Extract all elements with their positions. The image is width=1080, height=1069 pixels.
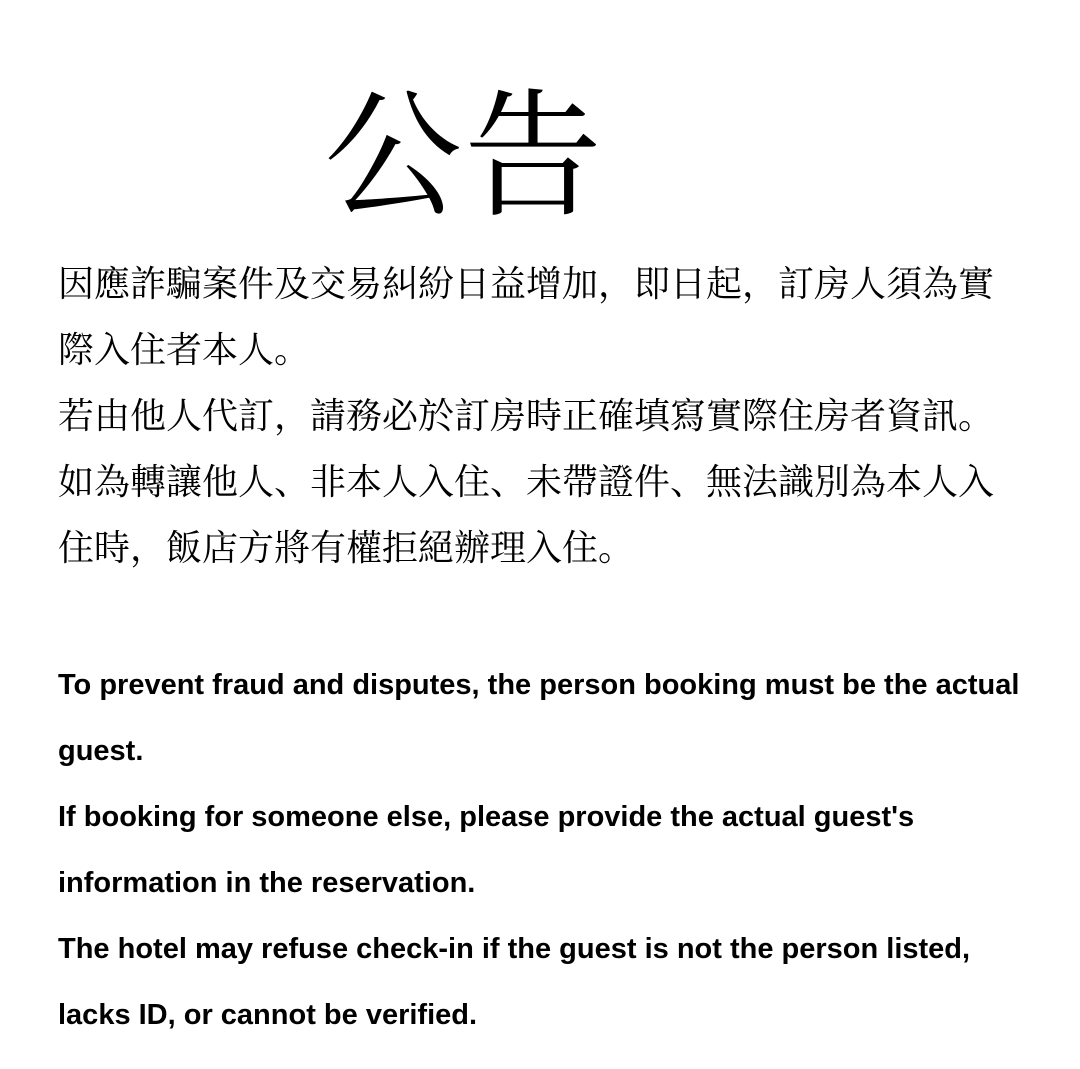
english-notice-body bbox=[58, 652, 1033, 1048]
chinese-paragraph-1: 因應詐騙案件及交易糾紛日益增加，即日起，訂房人須為實際入住者本人。 bbox=[58, 264, 995, 371]
notice-title: 公告 bbox=[324, 76, 605, 237]
chinese-paragraph-2: 若由他人代訂，請務必於訂房時正確填寫實際住房者資訊。 bbox=[58, 396, 995, 437]
english-paragraph-2: If booking for someone else, please provide the actual guest's information in the reservation. bbox=[58, 801, 915, 899]
english-paragraph-1: To prevent fraud and disputes, the person booking must be the actual guest. bbox=[58, 669, 1020, 767]
english-paragraph-3: The hotel may refuse check-in if the guest is not the person listed, lacks ID, or cannot be verified. bbox=[58, 933, 971, 1031]
chinese-paragraph-3: 如為轉讓他人、非本人入住、未帶證件、無法識別為本人入住時，飯店方將有權拒絕辦理入住。 bbox=[58, 462, 995, 569]
chinese-notice-body bbox=[58, 252, 1023, 582]
